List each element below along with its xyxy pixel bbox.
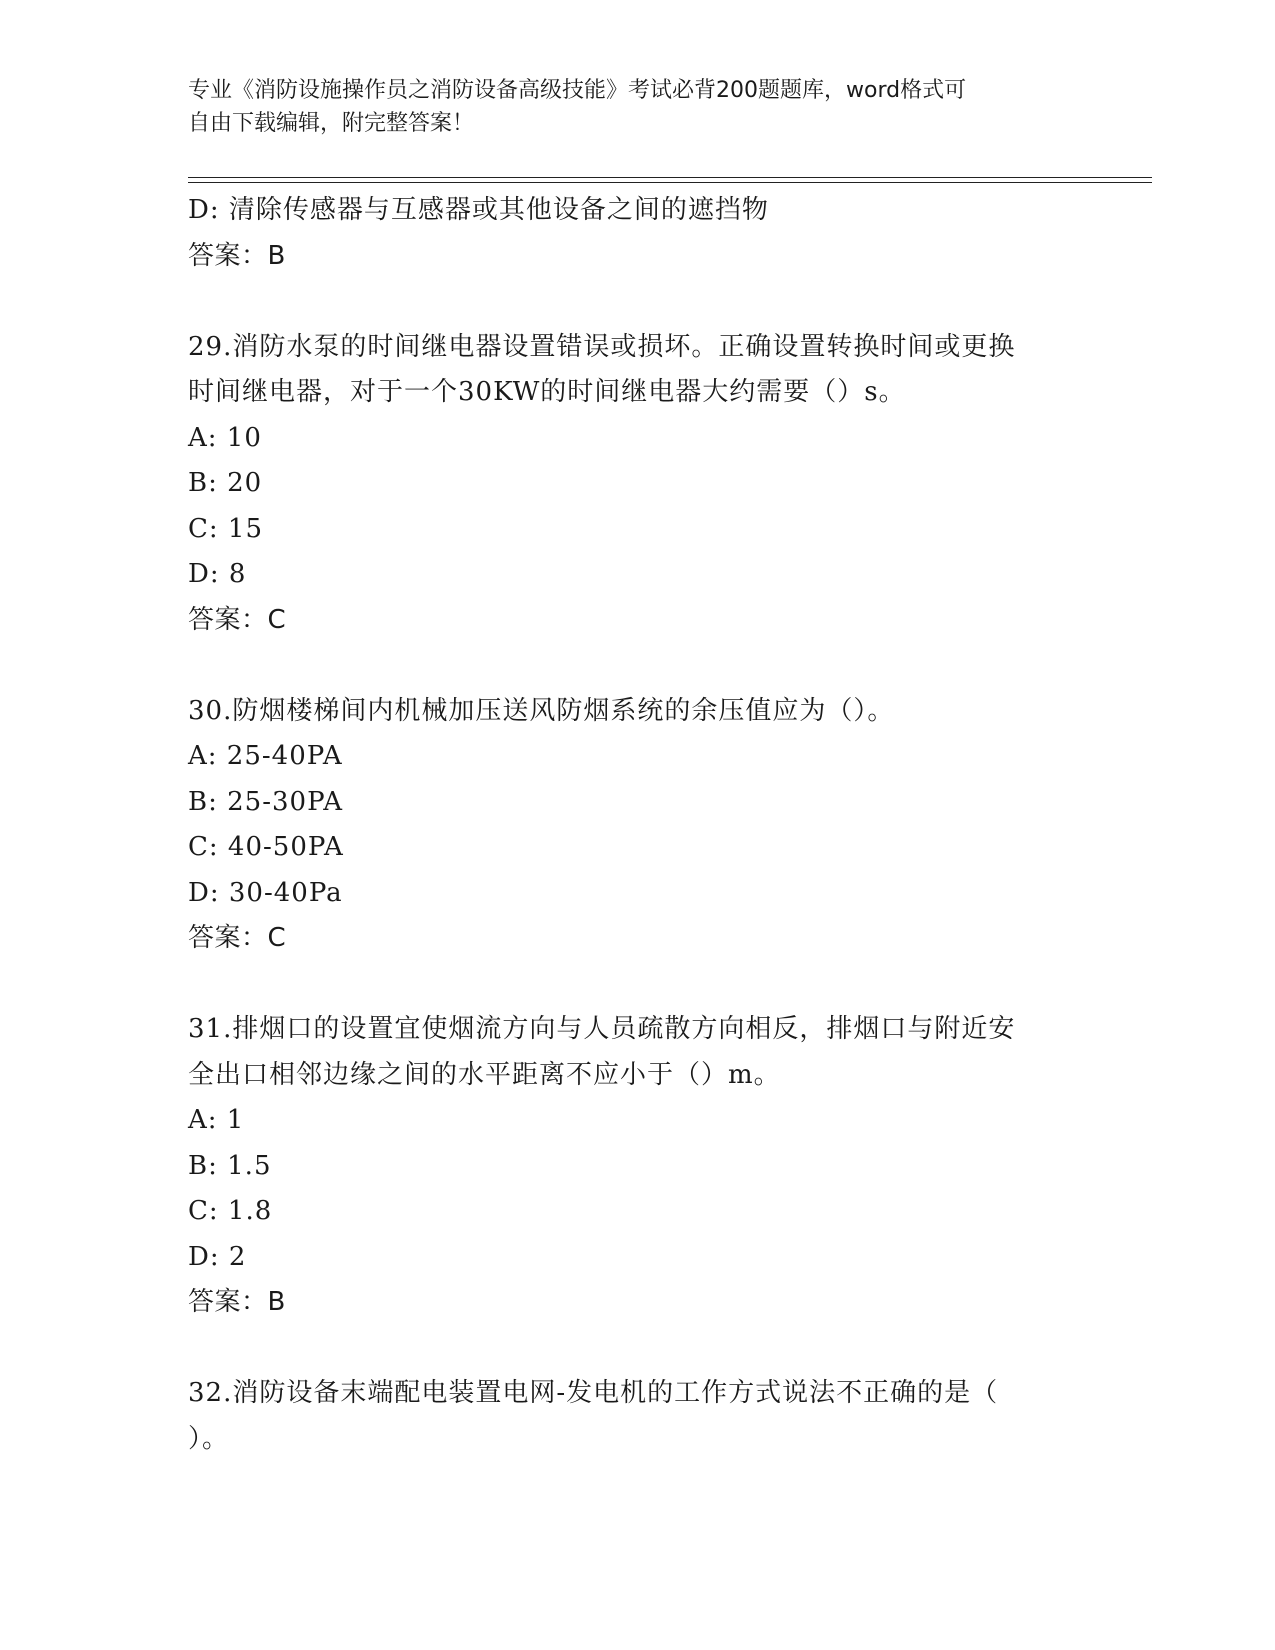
option-d: D: 8 (188, 559, 247, 589)
spacer (188, 279, 1088, 325)
header-title-line-2: 自由下载编辑，附完整答案！ (188, 111, 475, 136)
answer-label: 答案：C (188, 604, 287, 635)
question-block-32 (188, 1371, 1088, 1462)
header-divider-top (188, 177, 1152, 178)
spacer (188, 643, 1088, 689)
option-c: C: 15 (188, 513, 264, 544)
question-block-30 (188, 689, 1088, 962)
question-block-prev (188, 188, 1088, 279)
question-text-line-1: 32.消防设备末端配电装置电网-发电机的工作方式说法不正确的是（ (188, 1378, 999, 1408)
answer-label: 答案：C (188, 923, 287, 953)
option-b: B: 1.5 (188, 1150, 272, 1181)
question-list (188, 188, 1088, 1462)
option-a: A: 10 (188, 422, 262, 453)
answer-label: 答案：B (188, 1287, 286, 1317)
header-divider-bottom (188, 182, 1152, 183)
question-text-line-2: 全出口相邻边缘之间的水平距离不应小于（）m。 (188, 1059, 781, 1090)
header-title-line-1: 专业《消防设施操作员之消防设备高级技能》考试必背200题题库，word格式可 (188, 78, 967, 103)
document-header (188, 74, 1068, 140)
option-d: D: 清除传感器与互感器或其他设备之间的遮挡物 (188, 195, 769, 225)
option-c: C: 40-50PA (188, 832, 344, 862)
option-a: A: 1 (188, 1105, 245, 1135)
spacer (188, 962, 1088, 1008)
option-d: D: 2 (188, 1241, 247, 1272)
question-text-line-2: 时间继电器，对于一个30KW的时间继电器大约需要（）s。 (188, 377, 906, 407)
option-b: B: 25-30PA (188, 786, 343, 817)
question-text-line-1: 30.防烟楼梯间内机械加压送风防烟系统的余压值应为（）。 (188, 695, 895, 726)
question-text-line-2: ）。 (188, 1423, 230, 1454)
spacer (188, 1326, 1088, 1372)
answer-label: 答案：B (188, 240, 286, 271)
question-text-line-1: 31.排烟口的设置宜使烟流方向与人员疏散方向相反，排烟口与附近安 (188, 1014, 1016, 1044)
question-block-29 (188, 325, 1088, 644)
question-block-31 (188, 1007, 1088, 1326)
option-a: A: 25-40PA (188, 741, 343, 771)
option-c: C: 1.8 (188, 1196, 273, 1226)
question-text-line-1: 29.消防水泵的时间继电器设置错误或损坏。正确设置转换时间或更换 (188, 331, 1016, 362)
option-b: B: 20 (188, 468, 263, 498)
option-d: D: 30-40Pa (188, 877, 343, 908)
